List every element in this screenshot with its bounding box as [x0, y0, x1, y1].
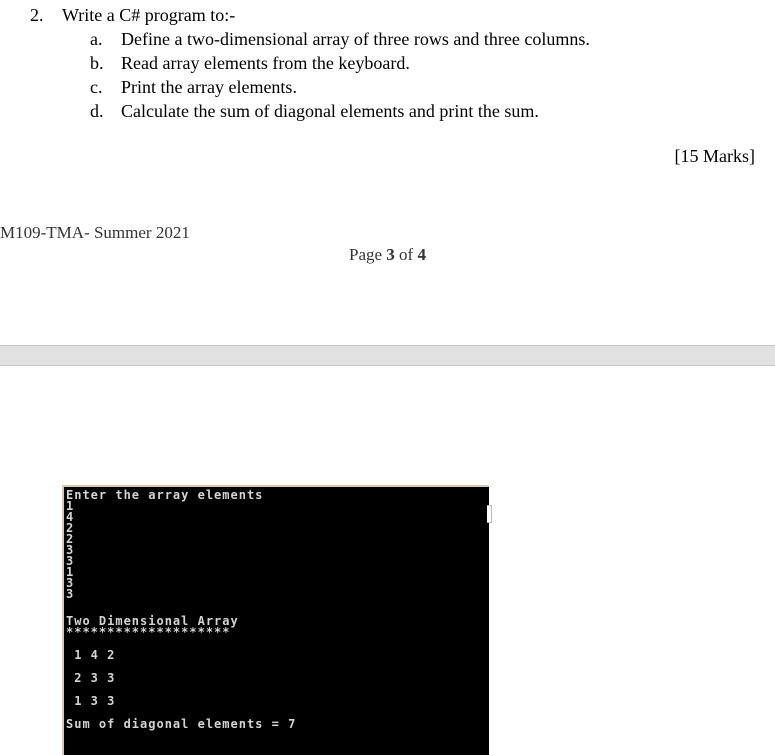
console-array-row: 2 3 3	[66, 671, 116, 685]
item-d-text: Calculate the sum of diagonal elements and print the sum.	[121, 101, 539, 121]
item-c-letter: c.	[90, 77, 103, 97]
console-input-line: 4	[66, 510, 75, 524]
console-input-line: 2	[66, 521, 75, 535]
console-input-line: 2	[66, 532, 75, 546]
item-b-text: Read array elements from the keyboard.	[121, 53, 410, 73]
question-number: 2.	[30, 5, 44, 25]
console-sum-line: Sum of diagonal elements = 7	[66, 717, 297, 731]
page-total: 4	[417, 245, 426, 264]
page-of: of	[399, 245, 414, 264]
console-input-line: 3	[66, 554, 75, 568]
item-c-text: Print the array elements.	[121, 77, 297, 97]
page-word: Page	[349, 245, 383, 264]
console-input-line: 3	[66, 543, 75, 557]
console-input-line: 3	[66, 587, 75, 601]
console-window	[62, 485, 489, 755]
console-input-line: 1	[66, 499, 75, 513]
console-array-row: 1 4 2	[66, 648, 116, 662]
console-input-line: 1	[66, 565, 75, 579]
console-prompt: Enter the array elements	[66, 488, 264, 502]
item-d-letter: d.	[90, 101, 104, 121]
console-array-row: 1 3 3	[66, 694, 116, 708]
console-edge-mark	[487, 505, 492, 523]
page-separator	[0, 345, 775, 366]
item-a-text: Define a two-dimensional array of three rows and three columns.	[121, 29, 590, 49]
console-separator: ********************	[66, 625, 231, 639]
marks-label: [15 Marks]	[674, 146, 755, 166]
footer-course: M109-TMA- Summer 2021	[0, 223, 190, 242]
item-a-letter: a.	[90, 29, 103, 49]
console-heading: Two Dimensional Array	[66, 614, 239, 628]
console-input-line: 3	[66, 576, 75, 590]
footer-page-number	[349, 245, 426, 265]
question-text: Write a C# program to:-	[62, 5, 236, 25]
page-current: 3	[386, 245, 395, 264]
item-b-letter: b.	[90, 53, 104, 73]
